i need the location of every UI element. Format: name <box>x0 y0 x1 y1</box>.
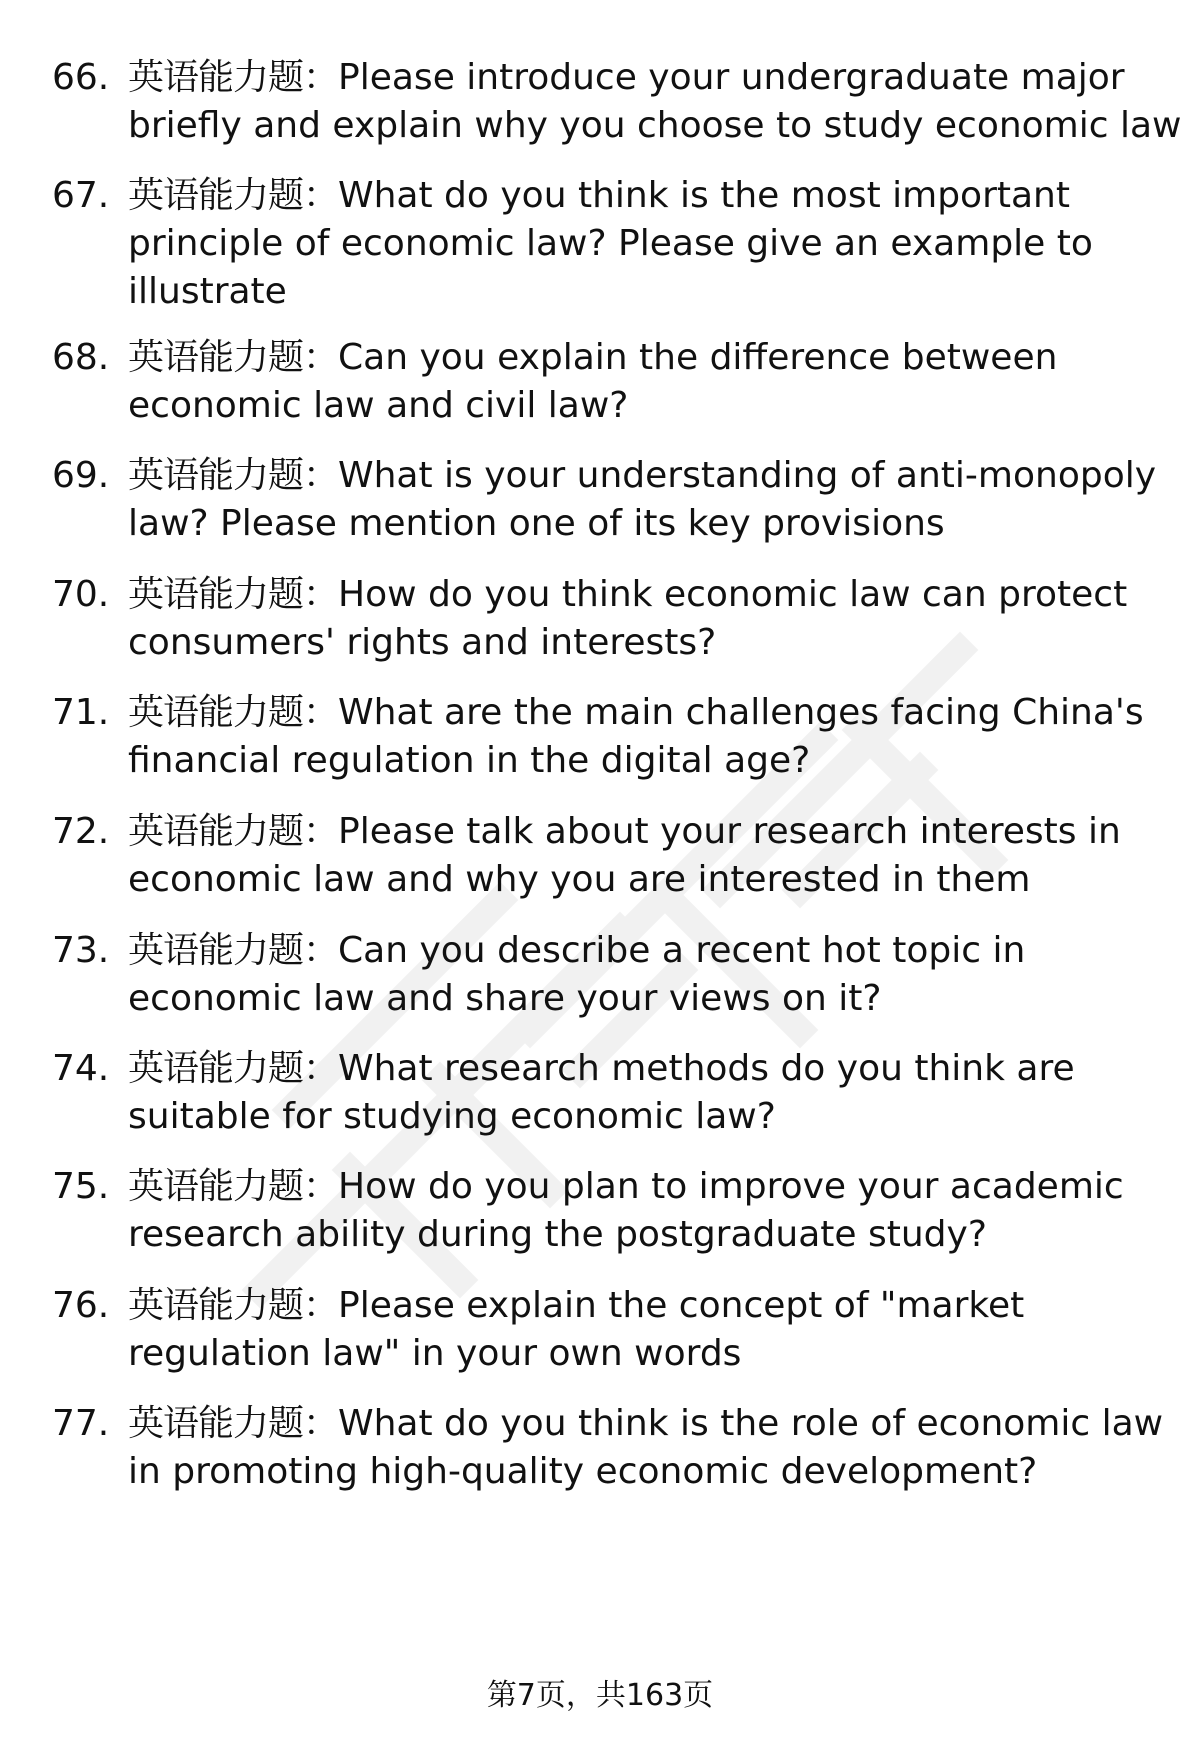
question-number: 67. <box>52 175 110 216</box>
question-number: 76. <box>52 1285 110 1326</box>
question-text: What is your understanding of anti-monopoly law? Please mention one of its key provisions <box>128 455 1157 544</box>
question-body <box>128 172 1192 316</box>
question-number: 72. <box>52 811 110 852</box>
question-tag: 英语能力题： <box>128 1048 339 1089</box>
question-tag: 英语能力题： <box>128 930 339 971</box>
question-number: 73. <box>52 930 110 971</box>
question-tag: 英语能力题： <box>128 811 339 852</box>
question-text: What are the main challenges facing China's financial regulation in the digital age? <box>128 692 1144 781</box>
question-text: What research methods do you think are suitable for studying economic law? <box>128 1048 1075 1137</box>
question-number: 69. <box>52 455 110 496</box>
question-tag: 英语能力题： <box>128 175 339 216</box>
question-body <box>128 1045 1192 1141</box>
question-tag: 英语能力题： <box>128 455 339 496</box>
question-body <box>128 689 1192 785</box>
question-tag: 英语能力题： <box>128 1403 339 1444</box>
question-text: Can you describe a recent hot topic in economic law and share your views on it? <box>128 930 1026 1019</box>
question-body <box>128 1163 1192 1259</box>
question-body <box>128 1400 1192 1496</box>
question-number: 71. <box>52 692 110 733</box>
question-body <box>128 54 1192 150</box>
question-text: What do you think is the role of economic law in promoting high-quality economic development? <box>128 1403 1164 1492</box>
question-tag: 英语能力题： <box>128 574 339 615</box>
question-number: 75. <box>52 1166 110 1207</box>
question-text: Please talk about your research interests in economic law and why you are interested in them <box>128 811 1121 900</box>
question-body <box>128 571 1192 667</box>
question-tag: 英语能力题： <box>128 692 339 733</box>
question-number: 74. <box>52 1048 110 1089</box>
question-tag: 英语能力题： <box>128 57 339 98</box>
question-body <box>128 808 1192 904</box>
question-text: Can you explain the difference between economic law and civil law? <box>128 337 1058 426</box>
question-body <box>128 452 1192 548</box>
question-body <box>128 927 1192 1023</box>
question-number: 66. <box>52 57 110 98</box>
question-body <box>128 1282 1192 1378</box>
question-tag: 英语能力题： <box>128 1166 339 1207</box>
question-text: Please explain the concept of "market regulation law" in your own words <box>128 1285 1025 1374</box>
question-text: How do you think economic law can protect consumers' rights and interests? <box>128 574 1128 663</box>
question-number: 77. <box>52 1403 110 1444</box>
question-number: 68. <box>52 337 110 378</box>
question-tag: 英语能力题： <box>128 337 339 378</box>
page-number-footer: 第7页，共163页 <box>486 1678 714 1713</box>
question-body <box>128 334 1192 430</box>
question-number: 70. <box>52 574 110 615</box>
question-text: What do you think is the most important principle of economic law? Please give an example to illustrate <box>128 175 1093 312</box>
question-text: Please introduce your undergraduate major briefly and explain why you choose to study economic law <box>128 57 1182 146</box>
question-text: How do you plan to improve your academic research ability during the postgraduate study? <box>128 1166 1124 1255</box>
question-tag: 英语能力题： <box>128 1285 339 1326</box>
